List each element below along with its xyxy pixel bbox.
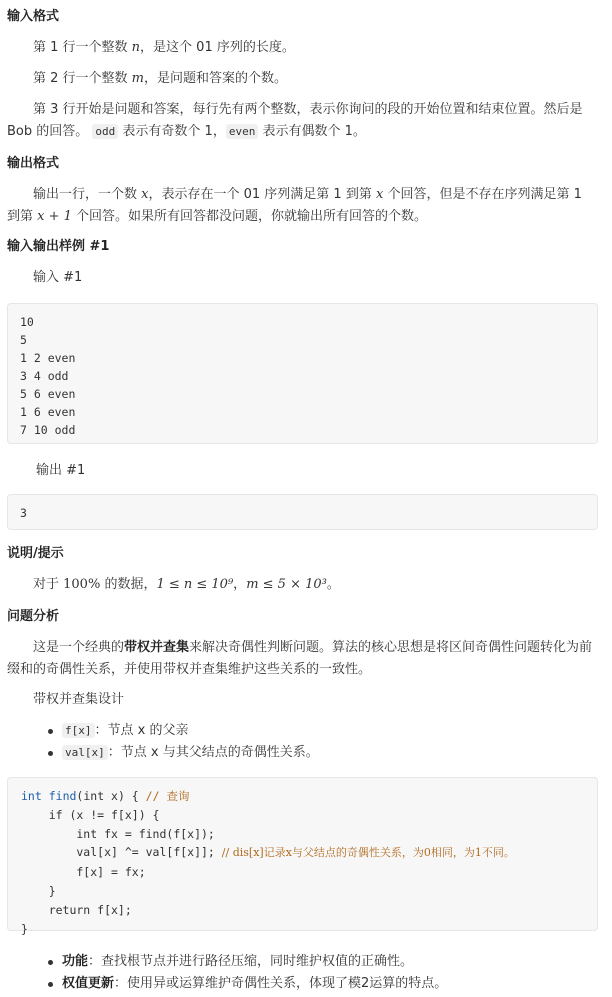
analysis-heading: 问题分析	[7, 609, 60, 624]
sample-output-label: 输出 #1	[36, 463, 86, 478]
sample-input-box	[7, 303, 598, 444]
sample-heading: 输入输出样例 #1	[7, 239, 110, 254]
design-bullet-list	[48, 720, 319, 764]
sample-input-code: 10 5 1 2 even 3 4 odd 5 6 even 1 6 even 7 10 odd	[20, 315, 76, 437]
sample-output-box	[7, 494, 598, 530]
sample-output-code: 3	[20, 506, 27, 520]
find-code: int find(int x) { // 查询 if (x != f[x]) { int fx = find(f[x]); val[x] ^= val[f[x]]; // dis[x]记录x与父结点的奇偶性关系，为0相同，为1不同。 f[x] = fx; } return f[x]; }	[21, 789, 515, 936]
hint-text: 对于 100% 的数据，1 ≤ n ≤ 10⁹，m ≤ 5 × 10³。	[33, 577, 340, 592]
list-item: 权值更新：使用异或运算维护奇偶性关系，体现了模2运算的特点。	[48, 973, 447, 995]
hint-heading: 说明/提示	[7, 546, 64, 561]
list-item: 功能：查找根节点并进行路径压缩，同时维护权值的正确性。	[48, 951, 447, 973]
list-item: val[x] ：节点 x 与其父结点的奇偶性关系。	[48, 742, 319, 764]
find-code-block	[7, 777, 598, 936]
list-item: f[x] ：节点 x 的父亲	[48, 720, 319, 742]
even-code: even	[226, 124, 259, 139]
input-line-3: 第 3 行开始是问题和答案，每行先有两个整数，表示你询问的段的开始位置和结束位置。然后是 Bob 的回答。 odd 表示有奇数个 1， even 表示有偶数个 1。	[7, 102, 583, 139]
summary-bullet-list	[48, 951, 447, 995]
input-line-1: 第 1 行一个整数 n，是这个 01 序列的长度。	[33, 40, 295, 55]
input-format-heading: 输入格式	[7, 9, 60, 24]
design-title: 带权并查集设计	[33, 692, 125, 707]
output-format-heading: 输出格式	[7, 156, 60, 171]
input-line-2: 第 2 行一个整数 m，是问题和答案的个数。	[33, 71, 288, 86]
analysis-paragraph: 这是一个经典的带权并查集来解决奇偶性判断问题。算法的核心思想是将区间奇偶性问题转化为前缀和的奇偶性关系，并使用带权并查集维护这些关系的一致性。	[7, 640, 593, 677]
odd-code: odd	[92, 124, 118, 139]
output-description: 输出一行，一个数 x，表示存在一个 01 序列满足第 1 到第 x 个回答，但是不存在序列满足第 1 到第 x + 1 个回答。如果所有回答都没问题，你就输出所有回答的个数。	[7, 187, 582, 224]
sample-input-label: 输入 #1	[33, 270, 83, 285]
